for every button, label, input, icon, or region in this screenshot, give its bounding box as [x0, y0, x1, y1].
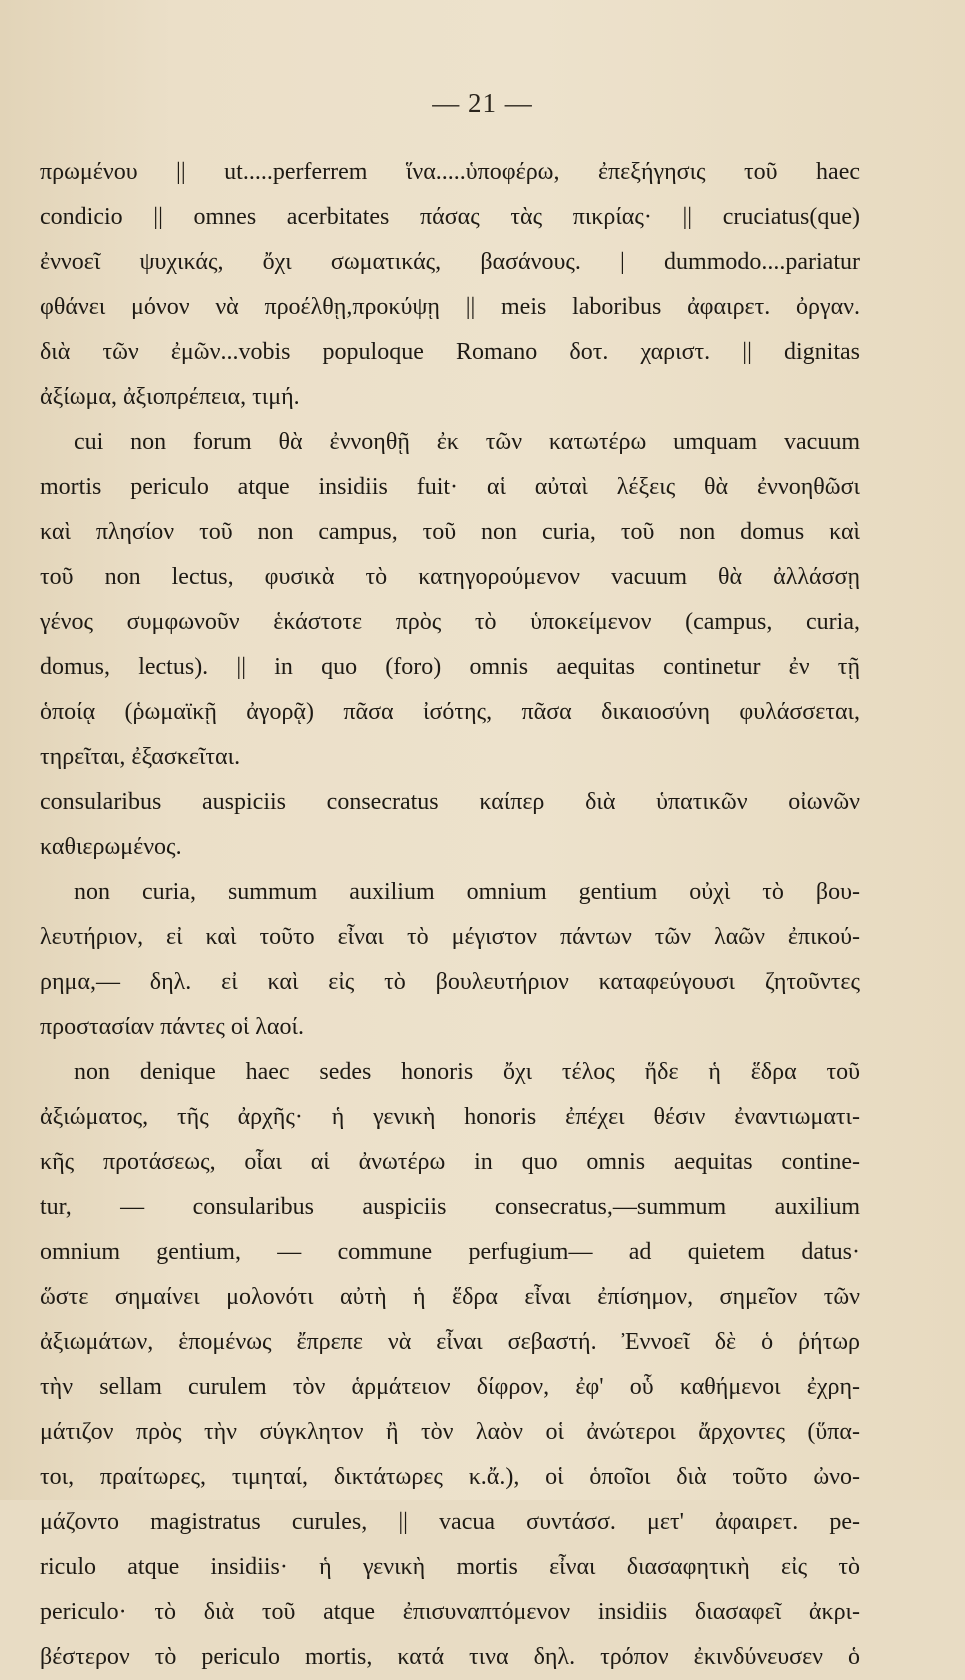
text-line: cui non forum θὰ ἐννοηθῇ ἐκ τῶν κατωτέρω umquam vacuum [74, 429, 860, 455]
text-line: καθιερωμένος. [40, 834, 182, 860]
text-line: πρωμένου || ut.....perferrem ἵνα.....ὑποφέρω, ἐπεξήγησις τοῦ haec [40, 159, 860, 185]
text-line: βέστερον τὸ periculo mortis, κατά τινα δηλ. τρόπον ἐκινδύνευσεν ὁ [40, 1644, 860, 1670]
text-line: γένος συμφωνοῦν ἑκάστοτε πρὸς τὸ ὑποκείμενον (campus, curia, [40, 609, 860, 635]
text-line: ἀξιώματος, τῆς ἀρχῆς· ἡ γενικὴ honoris ἐπέχει θέσιν ἐναντιωματι- [40, 1104, 860, 1130]
text-line: tur, — consularibus auspiciis consecratus,—summum auxilium [40, 1194, 860, 1220]
text-line: τηρεῖται, ἐξασκεῖται. [40, 744, 241, 770]
commentary-text [40, 150, 860, 1680]
text-line: καὶ πλησίον τοῦ non campus, τοῦ non curia, τοῦ non domus καὶ [40, 519, 860, 545]
text-line: τὴν sellam curulem τὸν ἁρμάτειον δίφρον, ἐφ' οὗ καθήμενοι ἐχρη- [40, 1374, 860, 1400]
text-line: non denique haec sedes honoris ὄχι τέλος ἥδε ἡ ἕδρα τοῦ [74, 1059, 860, 1085]
text-line: omnium gentium, — commune perfugium— ad quietem datus· [40, 1239, 860, 1265]
text-line: ἀξίωμα, ἀξιοπρέπεια, τιμή. [40, 384, 300, 410]
text-line: κῆς προτάσεως, οἷαι αἱ ἀνωτέρω in quo omnis aequitas contine- [40, 1149, 860, 1175]
text-line: φθάνει μόνον νὰ προέλθῃ,προκύψῃ || meis laboribus ἀφαιρετ. ὀργαν. [40, 294, 860, 320]
text-line: λευτήριον, εἰ καὶ τοῦτο εἶναι τὸ μέγιστον πάντων τῶν λαῶν ἐπικού- [40, 924, 860, 950]
text-line: periculo· τὸ διὰ τοῦ atque ἐπισυναπτόμενον insidiis διασαφεῖ ἀκρι- [40, 1599, 860, 1625]
text-line: riculo atque insidiis· ἡ γενικὴ mortis εἶναι διασαφητικὴ εἰς τὸ [40, 1554, 860, 1580]
page-number: — 21 — [432, 88, 533, 118]
text-line: ἀξιωμάτων, ἑπομένως ἔπρεπε νὰ εἶναι σεβαστή. Ἐννοεῖ δὲ ὁ ῥήτωρ [40, 1329, 860, 1355]
text-line: consularibus auspiciis consecratus καίπερ διὰ ὑπατικῶν οἰωνῶν [40, 789, 860, 815]
text-line: διὰ τῶν ἐμῶν...vobis populoque Romano δοτ. χαριστ. || dignitas [40, 339, 860, 365]
text-line: προστασίαν πάντες οἱ λαοί. [40, 1014, 304, 1040]
text-line: mortis periculo atque insidiis fuit· αἱ αὐταὶ λέξεις θὰ ἐννοηθῶσι [40, 474, 860, 500]
text-line: μάζοντο magistratus curules, || vacua συντάσσ. μετ' ἀφαιρετ. pe- [40, 1509, 860, 1535]
text-line: τοι, πραίτωρες, τιμηταί, δικτάτωρες κ.ἄ.), οἱ ὁποῖοι διὰ τοῦτο ὠνο- [40, 1464, 860, 1490]
text-line: ἐννοεῖ ψυχικάς, ὄχι σωματικάς, βασάνους. | dummodo....pariatur [40, 249, 860, 275]
text-line: ὁποίᾳ (ῥωμαϊκῇ ἀγορᾷ) πᾶσα ἰσότης, πᾶσα δικαιοσύνη φυλάσσεται, [40, 699, 860, 725]
text-line: μάτιζον πρὸς τὴν σύγκλητον ἢ τὸν λαὸν οἱ ἀνώτεροι ἄρχοντες (ὕπα- [40, 1419, 860, 1445]
text-line: condicio || omnes acerbitates πάσας τὰς πικρίας· || cruciatus(que) [40, 204, 860, 230]
text-line: ρημα,— δηλ. εἰ καὶ εἰς τὸ βουλευτήριον καταφεύγουσι ζητοῦντες [40, 969, 860, 995]
text-line: τοῦ non lectus, φυσικὰ τὸ κατηγορούμενον vacuum θὰ ἀλλάσσῃ [40, 564, 860, 590]
text-line: ὥστε σημαίνει μολονότι αὐτὴ ἡ ἕδρα εἶναι ἐπίσημον, σημεῖον τῶν [40, 1284, 860, 1310]
text-line: domus, lectus). || in quo (foro) omnis aequitas continetur ἐν τῇ [40, 654, 860, 680]
text-line: non curia, summum auxilium omnium gentium οὐχὶ τὸ βου- [74, 879, 860, 905]
